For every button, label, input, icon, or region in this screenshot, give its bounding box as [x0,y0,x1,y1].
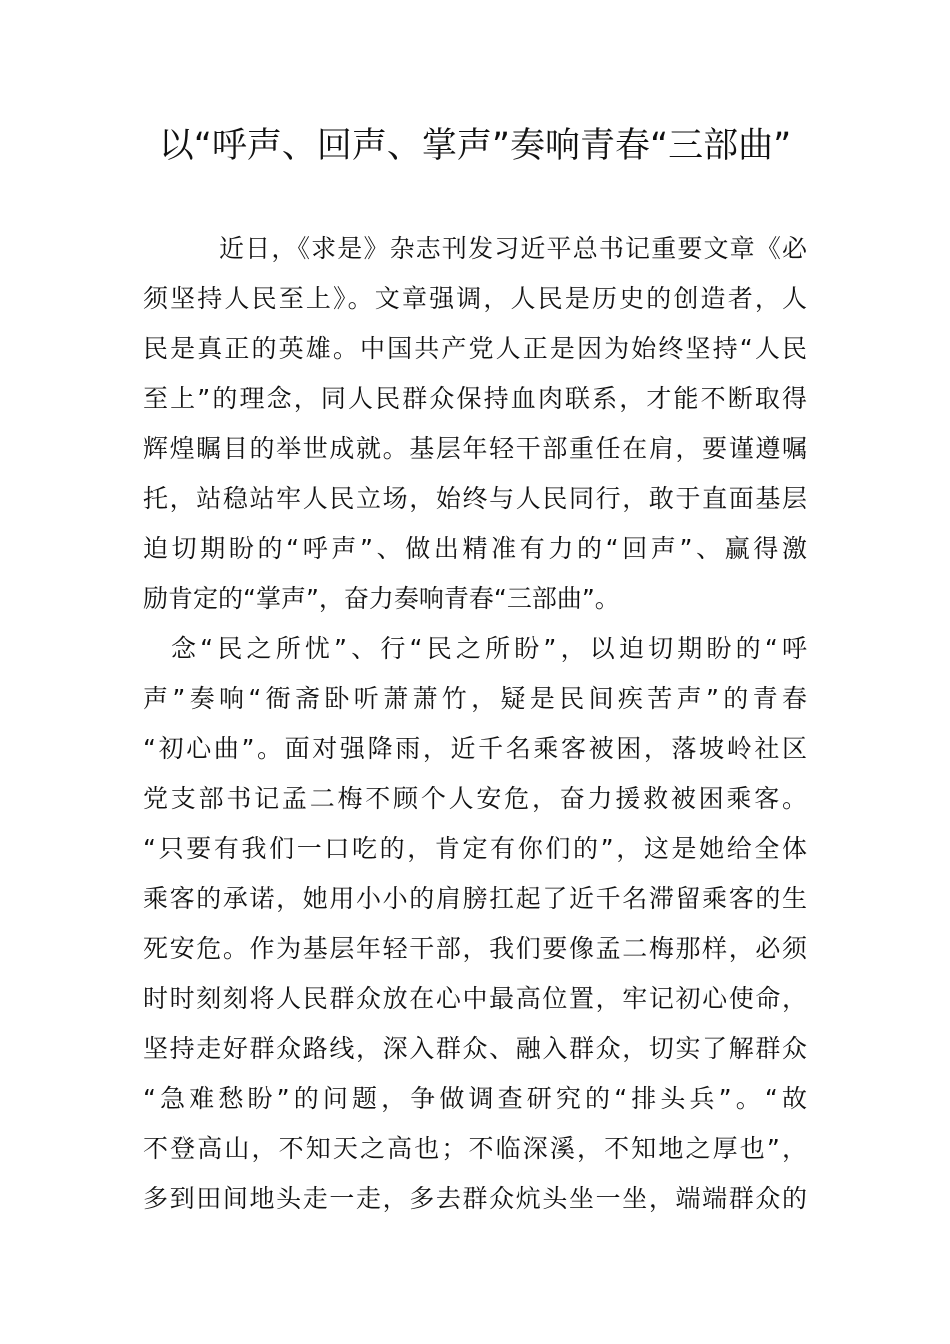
article-body [143,224,807,1224]
article-title: 以“呼声、回声、掌声”奏响青春“三部曲” [158,126,792,166]
paragraph-line: 时时刻刻将人民群众放在心中最高位置，牢记初心使命， [143,984,807,1013]
paragraph-line: 托，站稳站牢人民立场，始终与人民同行，敢于直面基层 [143,484,807,513]
paragraph-line: 多到田间地头走一走，多去群众炕头坐一坐，端端群众的 [143,1184,807,1213]
paragraph-line: “急难愁盼”的问题，争做调查研究的“排头兵”。“故 [143,1084,807,1113]
paragraph-line: 近日，《求是》杂志刊发习近平总书记重要文章《必 [219,234,807,263]
paragraph-line: 乘客的承诺，她用小小的肩膀扛起了近千名滞留乘客的生 [143,884,807,913]
paragraph-line: “只要有我们一口吃的，肯定有你们的”，这是她给全体 [143,834,807,863]
paragraph-line: 迫切期盼的“呼声”、做出精准有力的“回声”、赢得激 [143,534,807,563]
paragraph-line: 念“民之所忧”、行“民之所盼”，以迫切期盼的“呼 [171,634,807,663]
paragraph-line: 坚持走好群众路线，深入群众、融入群众，切实了解群众 [143,1034,807,1063]
paragraph-line: 不登高山，不知天之高也；不临深溪，不知地之厚也”， [143,1134,807,1163]
paragraph-line: 至上”的理念，同人民群众保持血肉联系，才能不断取得 [143,384,807,413]
paragraph-2 [143,624,807,1224]
paragraph-line: “初心曲”。面对强降雨，近千名乘客被困，落坡岭社区 [143,734,807,763]
paragraph-line: 党支部书记孟二梅不顾个人安危，奋力援救被困乘客。 [143,784,807,813]
paragraph-line: 声”奏响“衙斋卧听萧萧竹，疑是民间疾苦声”的青春 [143,684,807,713]
paragraph-line: 辉煌瞩目的举世成就。基层年轻干部重任在肩，要谨遵嘱 [143,434,807,463]
paragraph-1 [143,224,807,624]
paragraph-line: 民是真正的英雄。中国共产党人正是因为始终坚持“人民 [143,334,807,363]
paragraph-line: 须坚持人民至上》。文章强调，人民是历史的创造者，人 [143,284,807,313]
paragraph-line: 励肯定的“掌声”，奋力奏响青春“三部曲”。 [143,584,620,613]
paragraph-line: 死安危。作为基层年轻干部，我们要像孟二梅那样，必须 [143,934,807,963]
